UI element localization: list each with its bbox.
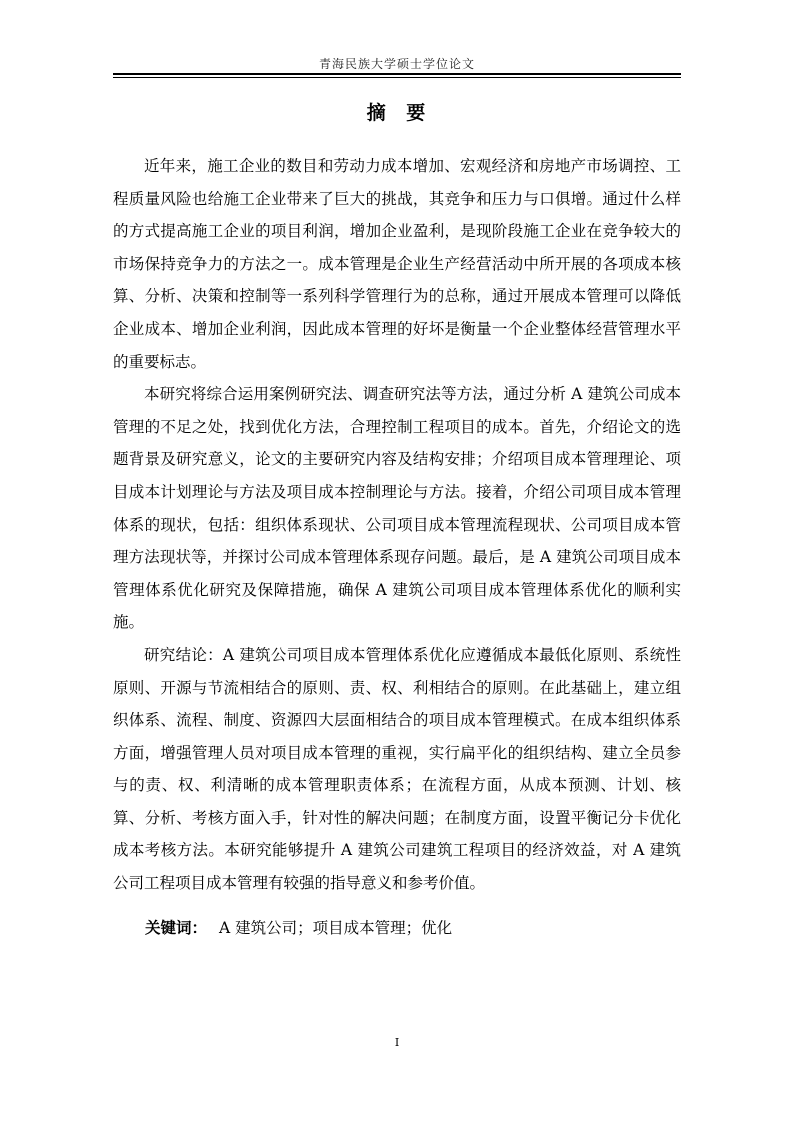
running-header: 青海民族大学硕士学位论文 — [318, 57, 475, 71]
header-rule-thick — [113, 73, 681, 75]
abstract-title: 摘 要 — [366, 102, 428, 124]
keywords-line — [145, 916, 452, 940]
abstract-paragraph-2: 本研究将综合运用案例研究法、调查研究法等方法，通过分析 A 建筑公司成本管理的不足之处，找到优化方法，合理控制工程项目的成本。首先，介绍论文的选题背景及研究意义，论文的主要研究内容及结构安排；介绍项目成本管理理论、项目成本计划理论与方法及项目成本控制理论与方法。接着，介绍公司项目成本管理体系的现状，包括：组织体系现状、公司项目成本管理流程现状、公司项目成本管理方法现状等，并探讨公司成本管理体系现存问题。最后，是 A 建筑公司项目成本管理体系优化研究及保障措施，确保 A 建筑公司项目成本管理体系优化的顺利实施。 — [113, 385, 681, 632]
keywords-label: 关键词： — [145, 919, 208, 937]
abstract-body — [113, 150, 681, 900]
abstract-paragraph-3: 研究结论：A 建筑公司项目成本管理体系优化应遵循成本最低化原则、系统性原则、开源与节流相结合的原则、责、权、利相结合的原则。在此基础上，建立组织体系、流程、制度、资源四大层面相结合的项目成本管理模式。在成本组织体系方面，增强管理人员对项目成本管理的重视，实行扁平化的组织结构、建立全员参与的责、权、利清晰的成本管理职责体系；在流程方面，从成本预测、计划、核算、分析、考核方面入手，针对性的解决问题；在制度方面，设置平衡记分卡优化成本考核方法。本研究能够提升 A 建筑公司建筑工程项目的经济效益，对 A 建筑公司工程项目成本管理有较强的指导意义和参考价值。 — [113, 645, 681, 893]
keywords-value: A 建筑公司；项目成本管理；优化 — [219, 919, 453, 937]
page-number: I — [394, 1036, 400, 1049]
header-rule-thin — [113, 77, 681, 78]
abstract-paragraph-1: 近年来，施工企业的数目和劳动力成本增加、宏观经济和房地产市场调控、工程质量风险也给施工企业带来了巨大的挑战，其竞争和压力与口俱增。通过什么样的方式提高施工企业的项目利润，增加企业盈利，是现阶段施工企业在竞争较大的市场保持竞争力的方法之一。成本管理是企业生产经营活动中所开展的各项成本核算、分析、决策和控制等一系列科学管理行为的总称，通过开展成本管理可以降低企业成本、增加企业利润，因此成本管理的好坏是衡量一个企业整体经营管理水平的重要标志。 — [113, 157, 681, 371]
